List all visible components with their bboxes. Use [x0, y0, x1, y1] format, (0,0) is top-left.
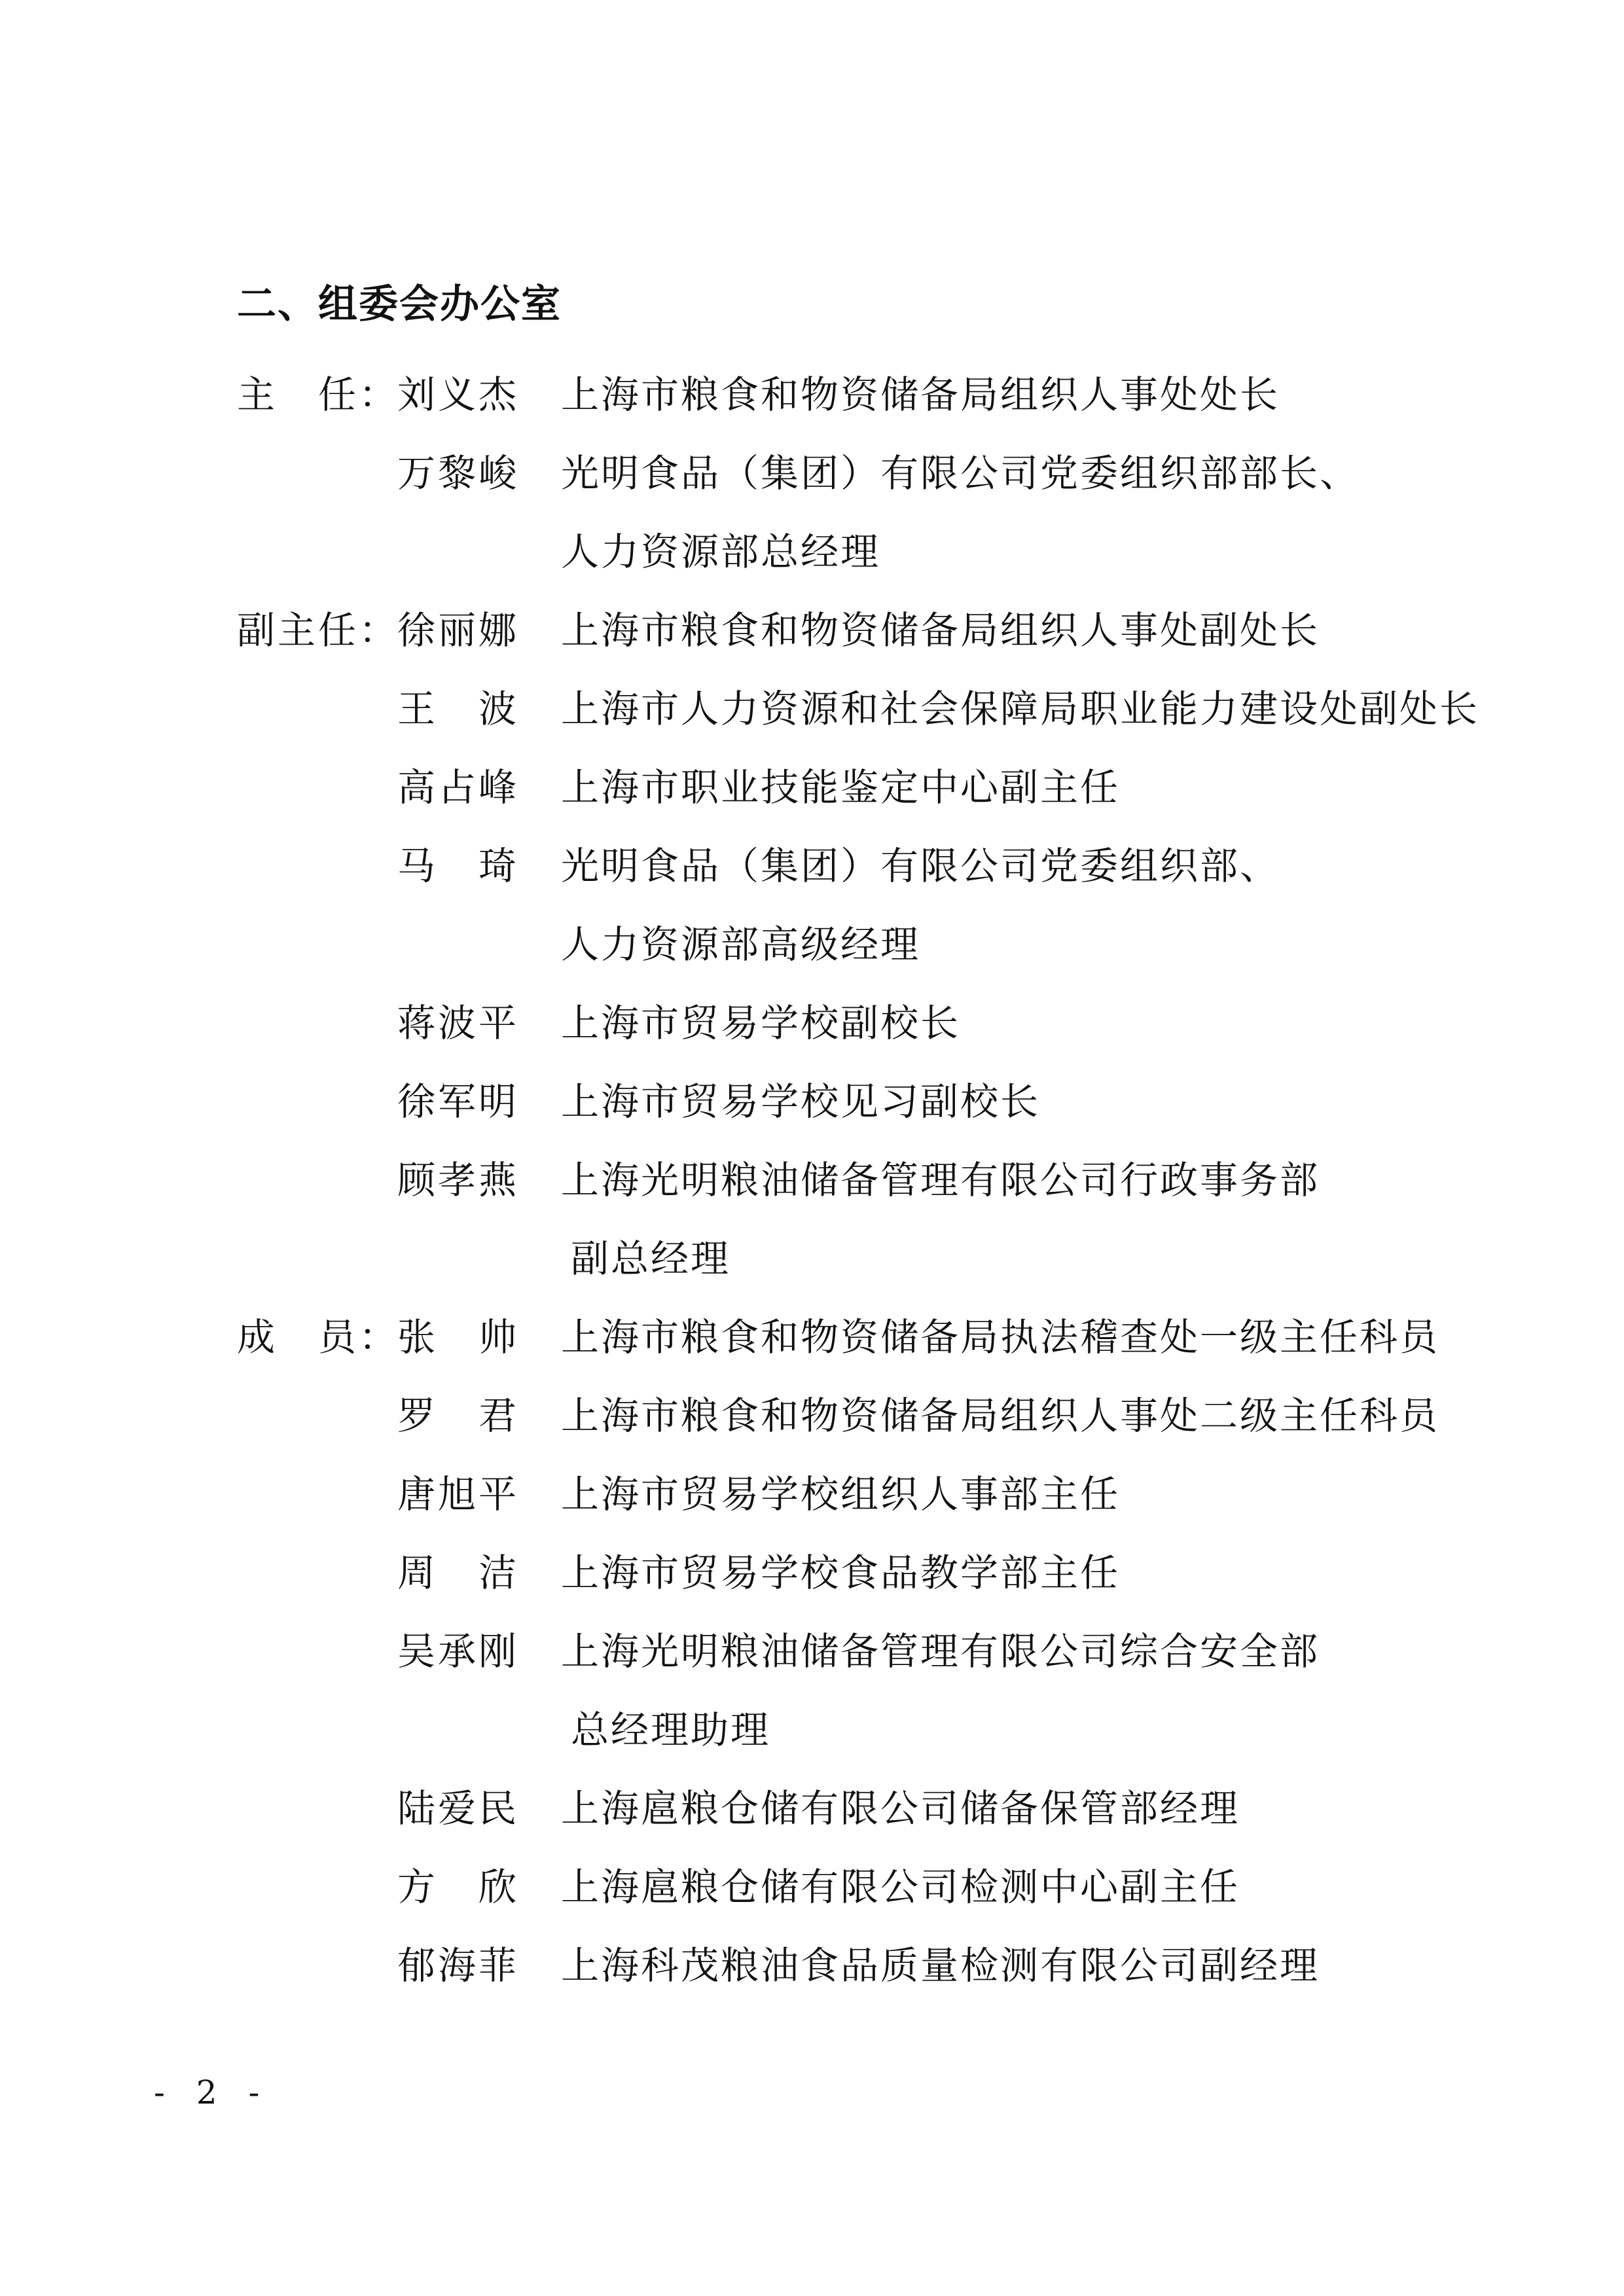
member-name: 万黎峻: [397, 451, 520, 495]
member-name: 陆爱民: [397, 1786, 520, 1831]
member-name: 顾孝燕: [397, 1158, 520, 1202]
member-position: 上海光明粮油储备管理有限公司行政事务部: [561, 1158, 1320, 1202]
member-position: 上海市粮食和物资储备局组织人事处副处长: [561, 608, 1320, 653]
member-position: 上海市贸易学校副校长: [561, 1001, 961, 1045]
member-position: 上海扈粮仓储有限公司储备保管部经理: [561, 1786, 1240, 1831]
role-label: 成 员：: [237, 1315, 400, 1359]
member-name: 蒋波平: [397, 1001, 520, 1045]
member-position: 上海市贸易学校见习副校长: [561, 1079, 1041, 1124]
role-label: 主 任：: [237, 372, 400, 417]
member-position: 上海市粮食和物资储备局组织人事处二级主任科员: [561, 1393, 1440, 1438]
member-position: 上海科茂粮油食品质量检测有限公司副经理: [561, 1943, 1320, 1988]
member-position: 上海市贸易学校食品教学部主任: [561, 1551, 1121, 1595]
member-name: 唐旭平: [397, 1472, 520, 1516]
member-position: 上海市职业技能鉴定中心副主任: [561, 765, 1121, 810]
role-label: 副主任：: [237, 608, 400, 653]
member-position: 上海市人力资源和社会保障局职业能力建设处副处长: [561, 687, 1480, 731]
member-name: 吴承刚: [397, 1629, 520, 1674]
member-name: 王 波: [397, 687, 520, 731]
member-name: 马 琦: [397, 844, 520, 888]
section-heading: 二、组委会办公室: [237, 281, 562, 327]
member-name: 刘义杰: [397, 372, 520, 417]
member-position: 上海市粮食和物资储备局组织人事处处长: [561, 372, 1280, 417]
page-number: - 2 -: [154, 2073, 270, 2111]
member-position: 人力资源部高级经理: [561, 922, 921, 967]
member-position: 上海市粮食和物资储备局执法稽查处一级主任科员: [561, 1315, 1440, 1359]
member-name: 方 欣: [397, 1865, 520, 1909]
member-position: 总经理助理: [571, 1708, 771, 1752]
member-position: 上海扈粮仓储有限公司检测中心副主任: [561, 1865, 1240, 1909]
member-name: 周 洁: [397, 1551, 520, 1595]
member-position: 副总经理: [571, 1236, 731, 1281]
member-position: 光明食品（集团）有限公司党委组织部部长、: [561, 451, 1360, 495]
member-name: 张 帅: [397, 1315, 520, 1359]
member-position: 人力资源部总经理: [561, 529, 881, 574]
member-name: 罗 君: [397, 1393, 520, 1438]
member-name: 高占峰: [397, 765, 520, 810]
member-name: 郁海菲: [397, 1943, 520, 1988]
member-name: 徐军明: [397, 1079, 520, 1124]
member-name: 徐丽娜: [397, 608, 520, 653]
member-position: 上海光明粮油储备管理有限公司综合安全部: [561, 1629, 1320, 1674]
member-position: 光明食品（集团）有限公司党委组织部、: [561, 844, 1280, 888]
member-position: 上海市贸易学校组织人事部主任: [561, 1472, 1121, 1516]
